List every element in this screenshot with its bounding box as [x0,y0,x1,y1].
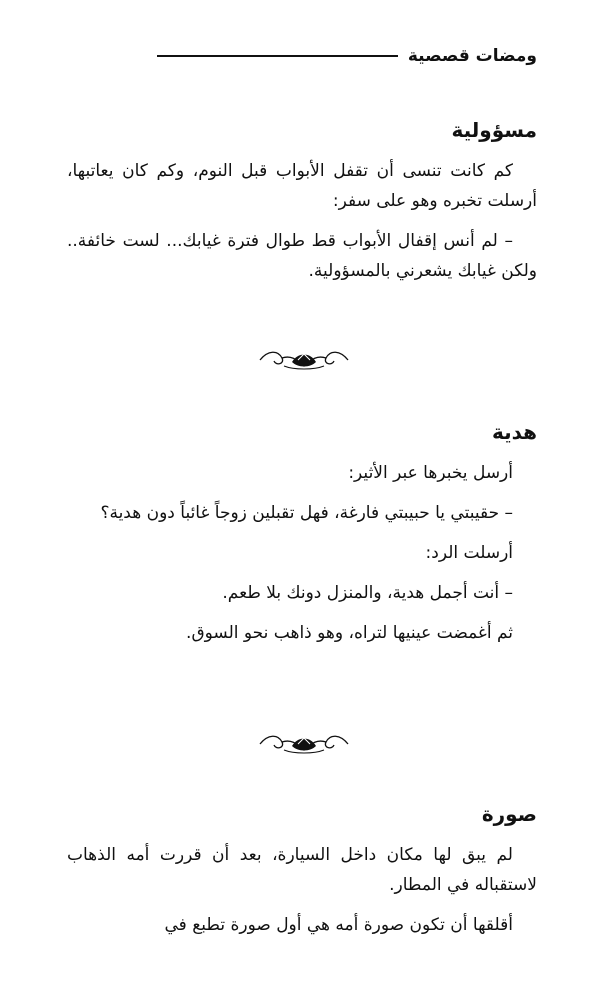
story-section-gift [67,418,537,658]
story-paragraph: أقلقها أن تكون صورة أمه هي أول صورة تطبع في [164,915,513,935]
story-paragraph: كم كانت تنسى أن تقفل الأبواب قبل النوم، وكم كان يعاتبها، أرسلت تخبره وهو على سفر: [67,161,537,211]
floral-divider-icon [0,344,607,374]
story-section-responsibility [67,116,537,296]
story-paragraph: أرسل يخبرها عبر الأثير: [348,463,513,483]
story-title: هدية [491,420,537,444]
running-header-title: ومضات قصصية [407,46,537,66]
floral-divider-icon [0,728,607,758]
running-header [157,44,537,68]
story-paragraph: – حقيبتي يا حبيبتي فارغة، فهل تقبلين زوجاً غائباً دون هدية؟ [100,503,513,523]
story-paragraph: – أنت أجمل هدية، والمنزل دونك بلا طعم. [222,583,513,603]
story-section-picture [67,800,537,950]
story-paragraph: – لم أنس إقفال الأبواب قط طوال فترة غيابك... لست خائفة.. ولكن غيابك يشعرني بالمسؤولية. [67,231,537,281]
story-paragraph: أرسلت الرد: [425,543,513,563]
story-paragraph: لم يبق لها مكان داخل السيارة، بعد أن قررت أمه الذهاب لاستقباله في المطار. [67,845,537,895]
story-title: مسؤولية [451,118,537,142]
story-paragraph: ثم أغمضت عينيها لتراه، وهو ذاهب نحو السوق. [186,623,513,643]
story-title: صورة [481,802,537,826]
header-rule [157,55,398,57]
